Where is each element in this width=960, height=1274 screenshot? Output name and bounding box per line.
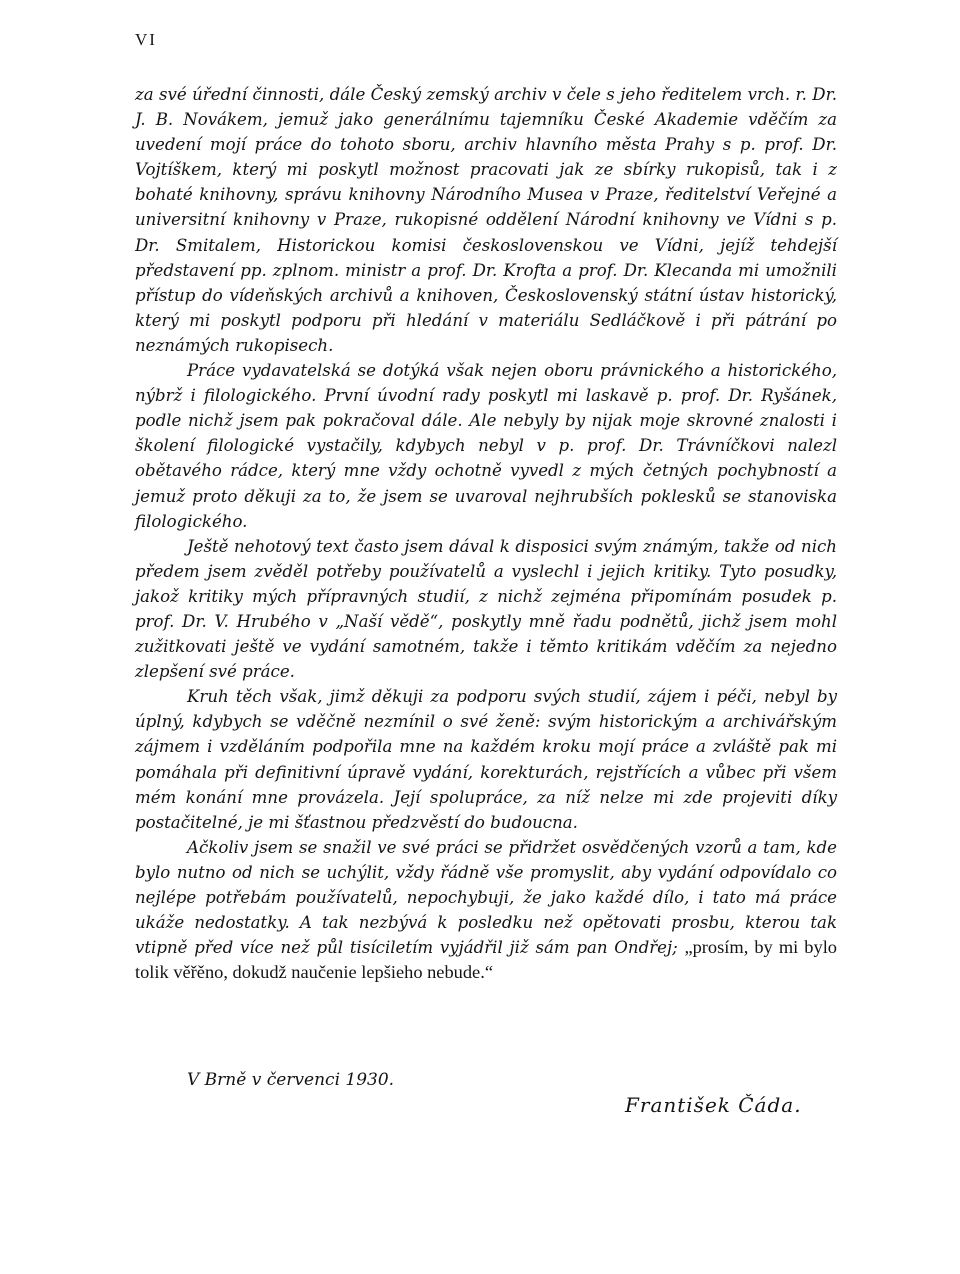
old-czech-quote: „prosím, by mi bylo tolik věřěno, dokudž naučenie lepšieho nebude.“ [135, 937, 837, 983]
dateline: V Brně v červenci 1930. [187, 1070, 395, 1090]
paragraph-1: za své úřední činnosti, dále Český zemský archiv v čele s jeho ředitelem vrch. r. Dr. J. B. Novákem, jemuž jako generálnímu tajemníku České Akademie vděčím za uvedení mojí práce do tohoto sboru, archiv hlavního města Prahy s p. prof. Dr. Vojtíškem, který mi poskytl možnost pracovati jak ze sbírky rukopisů, tak i z bohaté knihovny, správu knihovny Národního Musea v Praze, ředitelství Veřejné a universitní knihovny v Praze, rukopisné oddělení Národní knihovny ve Vídni s p. Dr. Smitalem, Historickou komisi československou ve Vídni, jejíž tehdejší představení pp. zplnom. ministr a prof. Dr. Krofta a prof. Dr. Klecanda mi umožnili přístup do vídeňských archivů a knihoven, Československý státní ústav historický, který mi poskytl podporu při hledání v materiálu Sedláčkově i při pátrání po neznámých rukopisech. [135, 85, 837, 355]
author-signature: František Čáda. [625, 1093, 802, 1117]
paragraph-5 [135, 835, 837, 986]
paragraph-4: Kruh těch však, jimž děkuji za podporu svých studií, zájem i péči, nebyl by úplný, kdybych se vděčně nezmínil o své ženě: svým historickým a archivářským zájmem i vzděláním podpořila mne na každém kroku mojí práce a zvláště pak mi pomáhala při definitivní úpravě vydání, korekturách, rejstřících a vůbec při všem mém konání mne provázela. Její spolupráce, za níž nelze mi zde projeviti díky postačitelné, je mi šťastnou předzvěstí do budoucna. [135, 687, 837, 832]
paragraph-2: Práce vydavatelská se dotýká však nejen oboru právnického a historického, nýbrž i filologického. První úvodní rady poskytl mi laskavě p. prof. Dr. Ryšánek, podle nichž jsem pak pokračoval dále. Ale nebyly by nijak moje skrovné znalosti i školení filologické vystačily, kdybych nebyl v p. prof. Dr. Trávníčkovi nalezl obětavého rádce, který mne vždy ochotně vyvedl z mých četných pochybností a jemuž proto děkuji za to, že jsem se uvaroval nejhrubších poklesků se stanoviska filologického. [135, 361, 837, 531]
paragraph-5-text: Ačkoliv jsem se snažil ve své práci se přidržet osvědčených vzorů a tam, kde bylo nutno od nich se uchýlit, vždy řádně vše promyslit, aby vydání odpovídalo co nejlépe potřebám používatelů, nepochybuji, že jako každé dílo, i tato má práce ukáže nedostatky. A tak nezbývá k posledku než opětovati prosbu, kterou tak vtipně před více než půl tisíciletím vyjádřil již sám pan Ondřej; [135, 837, 837, 958]
paragraph-3: Ještě nehotový text často jsem dával k disposici svým známým, takže od nich předem jsem zvěděl potřeby používatelů a vyslechl i jejich kritiky. Tyto posudky, jakož kritiky mých přípravných studií, z nichž zejména připomínám posudek p. prof. Dr. V. Hrubého v „Naší vědě“, poskytly mně řadu podnětů, jichž jsem mohl zužitkovati ještě ve vydání samotném, takže i těmto kritikám vděčím za nejedno zlepšení své práce. [135, 536, 837, 682]
page-number: VI [135, 30, 157, 49]
body-text [135, 82, 837, 985]
